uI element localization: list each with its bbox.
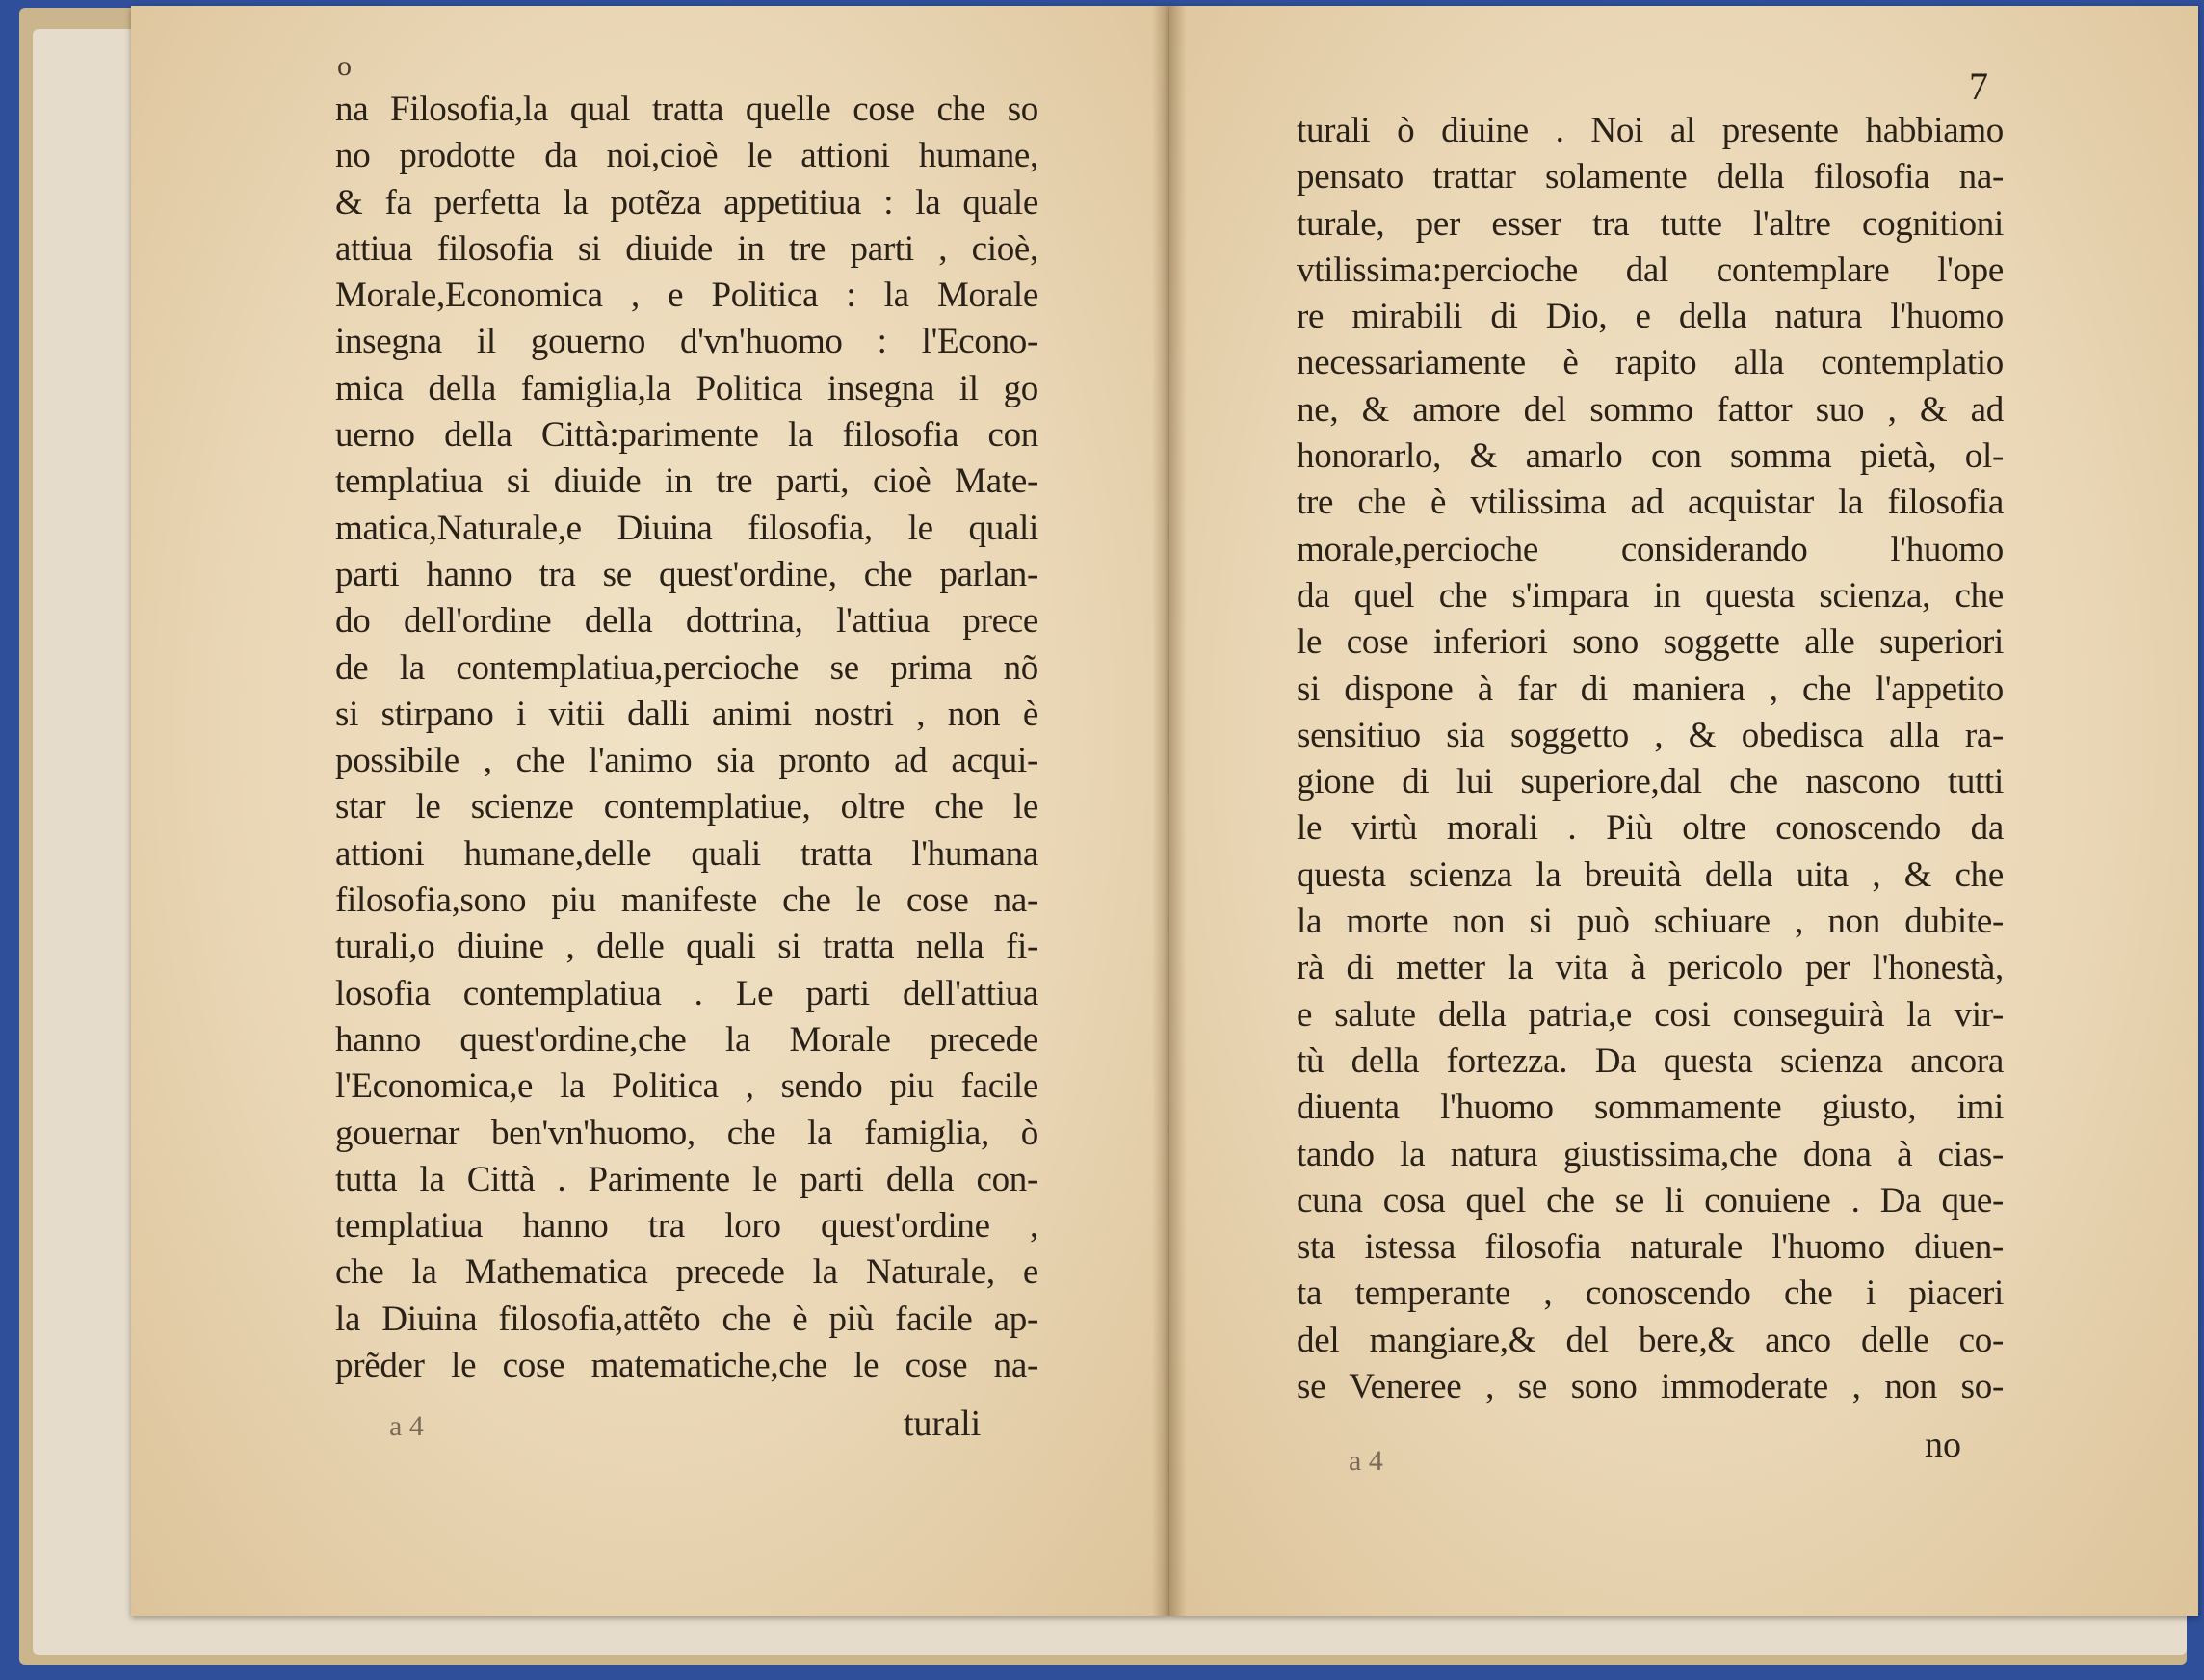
text-line: no prodotte da noi,cioè le attioni humane, xyxy=(335,136,1038,176)
text-line: questa scienza la breuità della uita , & che xyxy=(1297,854,2004,895)
text-line: tre che è vtilissima ad acquistar la filosofia xyxy=(1297,483,2004,523)
text-line: templatiua hanno tra loro quest'ordine , xyxy=(335,1206,1038,1247)
text-line: gione di lui superiore,dal che nascono tutti xyxy=(1297,762,2004,802)
text-line: se Veneree , se sono immoderate , non so- xyxy=(1297,1367,2004,1407)
text-line: che la Mathematica precede la Naturale, e xyxy=(335,1252,1038,1293)
text-line: possibile , che l'animo sia pronto ad acqui- xyxy=(335,741,1038,781)
text-line: hanno quest'ordine,che la Morale precede xyxy=(335,1019,1038,1060)
text-line: la Diuina filosofia,attẽto che è più facile ap- xyxy=(335,1299,1038,1339)
right-page-signature: a 4 xyxy=(1349,1445,1383,1477)
text-line: filosofia,sono piu manifeste che le cose na- xyxy=(335,880,1038,921)
text-line: do dell'ordine della dottrina, l'attiua prece xyxy=(335,601,1038,642)
text-line: Morale,Economica , e Politica : la Morale xyxy=(335,276,1038,316)
book-gutter xyxy=(1152,6,1187,1616)
text-line: prẽder le cose matematiche,che le cose na- xyxy=(335,1346,1038,1386)
text-line: & fa perfetta la potẽza appetitiua : la quale xyxy=(335,182,1038,223)
text-line: mica della famiglia,la Politica insegna il go xyxy=(335,368,1038,408)
text-line: l'Economica,e la Politica , sendo piu facile xyxy=(335,1066,1038,1107)
text-line: losofia contemplatiua . Le parti dell'attiua xyxy=(335,973,1038,1013)
text-line: morale,percioche considerando l'huomo xyxy=(1297,529,2004,569)
left-page-marker: o xyxy=(337,50,352,82)
text-line: insegna il gouerno d'vn'huomo : l'Econo- xyxy=(335,322,1038,362)
text-line: tù della fortezza. Da questa scienza ancora xyxy=(1297,1040,2004,1081)
text-line: da quel che s'impara in questa scienza, che xyxy=(1297,575,2004,616)
text-line: na Filosofia,la qual tratta quelle cose che so xyxy=(335,90,1038,129)
text-line: templatiua si diuide in tre parti, cioè Mate- xyxy=(335,461,1038,502)
left-page-catchword: turali xyxy=(904,1404,982,1444)
text-line: vtilissima:percioche dal contemplare l'ope xyxy=(1297,249,2004,290)
text-line: ne, & amore del sommo fattor suo , & ad xyxy=(1297,389,2004,430)
text-line: le cose inferiori sono soggette alle superiori xyxy=(1297,622,2004,663)
text-line: sensitiuo sia soggetto , & obedisca alla ra- xyxy=(1297,715,2004,755)
text-line: honorarlo, & amarlo con somma pietà, ol- xyxy=(1297,436,2004,477)
right-page-text xyxy=(1297,108,2004,1410)
text-line: re mirabili di Dio, e della natura l'huomo xyxy=(1297,297,2004,337)
right-page-number: 7 xyxy=(1969,65,1988,108)
text-line: diuenta l'huomo sommamente giusto, imi xyxy=(1297,1088,2004,1128)
text-line: attioni humane,delle quali tratta l'humana xyxy=(335,833,1038,874)
text-line: tutta la Città . Parimente le parti della con- xyxy=(335,1159,1038,1199)
text-line: matica,Naturale,e Diuina filosofia, le quali xyxy=(335,508,1038,548)
text-line: turali ò diuine . Noi al presente habbiamo xyxy=(1297,111,2004,150)
text-line: tando la natura giustissima,che dona à cias- xyxy=(1297,1134,2004,1174)
text-line: turali,o diuine , delle quali si tratta nella fi- xyxy=(335,927,1038,967)
text-line: si dispone à far di maniera , che l'appetito xyxy=(1297,669,2004,709)
text-line: pensato trattar solamente della filosofia na- xyxy=(1297,157,2004,197)
right-page-catchword: no xyxy=(1925,1425,1961,1465)
text-line: e salute della patria,e cosi conseguirà la vir- xyxy=(1297,994,2004,1035)
text-line: rà di metter la vita à pericolo per l'honestà, xyxy=(1297,948,2004,988)
text-line: gouernar ben'vn'huomo, che la famiglia, ò xyxy=(335,1113,1038,1153)
text-line: de la contemplatiua,percioche se prima nõ xyxy=(335,647,1038,688)
text-line: turale, per esser tra tutte l'altre cognitioni xyxy=(1297,203,2004,244)
text-line: ta temperante , conoscendo che i piaceri xyxy=(1297,1273,2004,1314)
text-line: uerno della Città:parimente la filosofia con xyxy=(335,415,1038,456)
text-line: la morte non si può schiuare , non dubite- xyxy=(1297,902,2004,942)
text-line: si stirpano i vitii dalli animi nostri , non è xyxy=(335,694,1038,734)
text-line: star le scienze contemplatiue, oltre che le xyxy=(335,787,1038,827)
text-line: cuna cosa quel che se li conuiene . Da que- xyxy=(1297,1180,2004,1221)
left-page-text xyxy=(335,87,1038,1389)
text-line: del mangiare,& del bere,& anco delle co- xyxy=(1297,1320,2004,1360)
left-page-signature: a 4 xyxy=(389,1410,424,1442)
text-line: le virtù morali . Più oltre conoscendo da xyxy=(1297,808,2004,849)
text-line: attiua filosofia si diuide in tre parti , cioè, xyxy=(335,228,1038,269)
text-line: necessariamente è rapito alla contemplatio xyxy=(1297,343,2004,383)
text-line: parti hanno tra se quest'ordine, che parlan- xyxy=(335,554,1038,594)
text-line: sta istessa filosofia naturale l'huomo diuen- xyxy=(1297,1227,2004,1268)
